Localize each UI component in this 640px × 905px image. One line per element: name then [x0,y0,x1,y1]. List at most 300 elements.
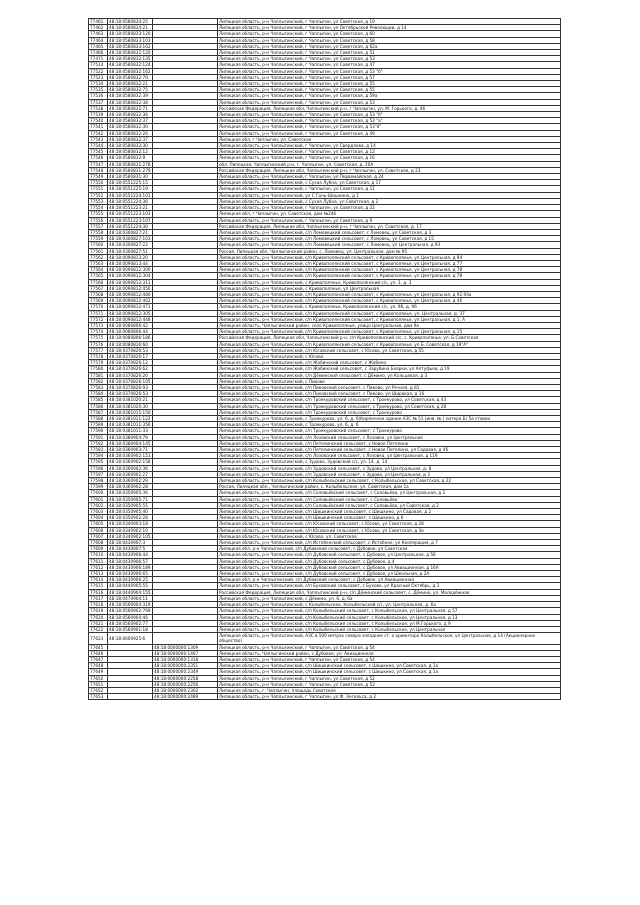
row-number-cell: 77554 [89,205,108,211]
address-cell: Липецкая область, р-н Чаплыгинский, г Чаплыгин, ул Ф. Энгельса, д 2 [218,694,561,700]
row-number-cell: 77648 [89,663,108,669]
row-number-cell: 77535 [89,87,108,93]
cadastral-number-cell: 48:18:0440904:155 [109,589,151,595]
row-number-cell: 77537 [89,99,108,105]
address-cell: Липецкая обл, г Чаплыгин, ул. Советская, дом №24б [218,211,561,217]
address-cell: Российская Федерация, Липецкая обл, Чаплыгинский р-н, г Чаплыгин, ул. Советская, д. 17 [218,223,561,229]
cadastral-number-cell [108,694,153,700]
cadastral-number-cell: 48:18:0551224:101 [109,192,151,198]
address-cell: обл. Липецкая, Чаплыгинский р-н, г. Чаплыгин, ул. Советская, д. 20А [218,161,561,167]
cadastral-number-cell: 48:18:0381020:30 [108,403,153,409]
row-number-cell: 77653 [89,694,108,700]
address-cell: Липецкая обл, р-н Чаплыгинский, с/п Дубовский сельсовет, с Дубовое, ул Авиационная [218,577,561,583]
row-number-cell: 77546 [89,155,108,161]
address-cell: Липецкая область, р-н Чаплыгинский, г Чаплыгин, ул Советская, д 62а [218,43,561,49]
address-cell: Липецкая область, р-н Чаплыгинский, г Чаплыгин, ул Советская, д 53"4" [218,124,561,130]
address-cell: Липецкая область, р-н Чаплыгинский, с/п Зудовский сельсовет, с Зудово, ул Центральная, д. 8 [218,465,561,471]
row-number-cell: 77522 [89,68,108,74]
address-cell: Липецкая область, р-н Чаплыгинский, с/п Зудовский сельсовет, с Зудово, ул Центральная, д 3 [218,471,561,477]
address-cell: Липецкая область, р-н Чаплыгинский, с/п Колыбельский сельсовет, с Колыбельское, ул Советская, д 22 [218,478,561,484]
row-number-cell: 77461 [89,19,108,25]
address-cell: Липецкая область, р-н Чаплыгинский, с/п Ломовецкий сельсовет, с Ломовец, ул Советская, д 3 [218,229,561,235]
row-number-cell: 77591 [89,434,108,440]
row-number-cell: 77561 [89,248,108,254]
row-number-cell: 77645 [89,644,108,650]
row-number-cell: 77586 [89,403,108,409]
row-number-cell: 77599 [89,484,108,490]
cadastral-number-cell: 48:18:0300827:51 [108,248,153,254]
cadastral-number-cell: 48:18:0381020:21 [108,397,153,403]
cadastral-number-cell: 48:18:0580834:25 [108,19,153,25]
cadastral-number-cell: 48:18:0090812:448 [109,316,151,322]
cadastral-number-cell: 48:18:0360902:151 [109,453,151,459]
address-cell: Липецкая область, р-н Чаплыгинский, г Чаплыгин, ул Советская, д 53 [218,99,561,105]
cadastral-number-cell: 48:18:0580832:21 [108,81,153,87]
cadastral-number-cell: 48:18:0430906:65 [108,571,153,577]
row-number-cell: 77587 [89,409,108,415]
cadastral-number-cell: 48:18:0551224:36 [108,198,153,204]
cadastral-number-cell: 48:18:0560902:77 [108,620,153,626]
cadastral-number-cell: 48:18:0370826:62 [108,366,153,372]
row-number-cell: 77574 [89,329,108,335]
row-number-cell: 77541 [89,124,108,130]
address-cell: Липецкая область, р-н Чаплыгинский, с/п Кривополянский сельсовет, с Кривополянье, ул Центральная, д 46 [218,298,561,304]
address-cell: Липецкая область, р-н Чаплыгинский, с/п Петелинский сельсовет, с Новое Петелино [218,440,561,446]
cadastral-number-cell: 48:18:0300827:21 [108,229,153,235]
row-number-cell: 77464 [89,37,108,43]
row-number-cell: 77571 [89,310,108,316]
address-cell: Липецкая область, р-н Чаплыгинский, с/п Дубовский сельсовет, с Дубовое, д 4 [218,558,561,564]
address-cell: Липецкая обл, р-н Чаплыгинский, с/п Дубовский сельсовет, с Дубовое, ул Советская [218,546,561,552]
row-number-cell: 77575 [89,335,108,341]
row-number-cell: 77617 [89,595,108,601]
cadastral-number-cell: 48:18:0370826:17 [108,353,153,359]
cadastral-number-cell: 48:18:0380904:145 [109,440,151,446]
cadastral-number-cell: 48:18:0080806:186 [109,335,151,341]
address-cell: Липецкая область, р-н Чаплыгинский, с Кривополянье, Кривополянский с/с, ул. 3, д. 3 [218,279,561,285]
row-number-cell: 77583 [89,384,108,390]
address-cell: Липецкая область, р-н Чаплыгинский, г Чаплыгин, ул Советская, д 52 [218,675,561,681]
cadastral-number-cell: 48:18:0350905:71 [108,496,153,502]
cadastral-number-cell: 48:18:0080806:42 [108,322,153,328]
cadastral-number-cell: 48:18:0090812:300 [109,267,151,273]
cadastral-number-cell: 48:18:0430907:3 [108,540,153,546]
address-cell: Липецкая область, Чаплыгинский район, с Дубовое, ул. Авиационная [218,650,561,656]
row-number-cell: 77566 [89,279,108,285]
cadastral-number-cell: 48:18:0580831:278 [109,161,151,167]
cadastral-number-cell: 48:18:0370826:93 [108,384,153,390]
row-number-cell: 77547 [89,161,108,167]
row-number-cell: 77609 [89,546,108,552]
address-cell: Липецкая область, р-н Чаплыгинский, с Кривополянье, Кривополянский с/с, ул. 96, д. 96 [218,304,561,310]
address-cell: Российская Федерация, Липецкая обл, Чаплыгинский р-н, с/п Кривополянский с/с, с. Кривополянье, ул. Б.Советская [218,335,561,341]
row-number-cell: 77551 [89,186,108,192]
cadastral-number-cell: 48:18:0580833:120 [109,31,151,37]
cadastral-number-cell: 48:18:0340902:10 [108,527,153,533]
row-number-cell: 77598 [89,478,108,484]
address-cell: Липецкая область, р-н Чаплыгинский, с/п Кривополянский сельсовет, с Кривополянье, ул Центральная, д 92.93а [218,291,561,297]
address-cell: Липецкая область, р-н Чаплыгинский, ул С Гонь-Шишкино, д 1 [218,192,561,198]
row-number-cell: 77563 [89,260,108,266]
row-number-cell: 77649 [89,669,108,675]
cadastral-number-cell: 48:18:0090812:450 [109,285,151,291]
row-number-cell: 77601 [89,496,108,502]
cadastral-number-alt-cell: 48:18:0000000:1467 [153,650,218,656]
address-cell: Липецкая область, р-н Чаплыгинский, с Пиково [218,378,561,384]
row-number-cell: 77568 [89,291,108,297]
row-number-cell: 77471 [89,56,108,62]
cadastral-number-cell: 48:18:0381011:33 [108,428,153,434]
address-cell: Липецкая область, р-н Чаплыгинский, с/п Кривополянский сельсовет, с Кривополянье, ул. Центральная, д. 37 [218,310,561,316]
row-number-cell: 77536 [89,93,108,99]
row-number-cell: 77565 [89,273,108,279]
cadastral-number-cell: 48:18:0600925:6 [108,633,153,644]
cadastral-number-cell: 48:18:0360902:36 [108,465,153,471]
cadastral-number-cell: 48:18:0580832:37 [108,118,153,124]
address-cell: Липецкая область, р-н Чаплыгинский, с/п Дёминский сельсовет, с Дёмино, ул Кольцевая, д 3 [218,372,561,378]
address-cell: Липецкая область, р-н Чаплыгинский, с/п Кривополянский сельсовет, с Кривополянье, ул Центральная, д 78 [218,273,561,279]
row-number-cell: 77647 [89,656,108,662]
address-cell: Липецкая область, р-н Чаплыгинский, с/п Петелинский сельсовет, с Новое Петелино, ул Садовая, д 46 [218,447,561,453]
address-cell: Липецкая область, р-н Чаплыгинский, г Чаплыгин, ул Советская, д 55 [218,87,561,93]
cadastral-number-cell: 48:18:0440905:55 [108,583,153,589]
address-cell: Липецкая область, р-н Чаплыгинский, с/п Колыбельский сельсовет, с Колыбельское, ул Центральная, д 57 [218,608,561,614]
cadastral-number-cell: 48:18:0580834:21 [108,25,153,31]
row-number-cell: 77549 [89,174,108,180]
row-number-cell: 77567 [89,285,108,291]
address-cell: Липецкая область, р-н Чаплыгинский, с Колыбельское, Колыбельский с/с, ул. Центральная, д. 6а [218,602,561,608]
address-cell: Липецкая область, р-н Чаплыгинский, г Чаплыгин, ул Советская, д 53 "б" [218,68,561,74]
address-cell: Липецкая область, р-н Чаплыгинский, г Чаплыгин, ул Советская, д 60 [218,31,561,37]
row-number-cell: 77618 [89,602,108,608]
address-cell: Липецкая область, р-н Чаплыгинский, с/п Троекуровский сельсовет, с Троекурово [218,409,561,415]
row-number-cell: 77465 [89,43,108,49]
cadastral-number-cell: 48:18:0360902:28 [108,484,153,490]
row-number-cell: 77540 [89,118,108,124]
address-cell: Липецкая область, г. Чаплыгин, площадь Советская [218,687,561,693]
cadastral-number-cell: 48:18:0090812:304 [109,273,151,279]
row-number-cell: 77593 [89,447,108,453]
address-cell: Липецкая область, р-н Чаплыгинский, с/п Кривополянский сельсовет, с Кривополянье, ул Центральная, д 78 [218,267,561,273]
row-number-cell: 77534 [89,81,108,87]
cadastral-number-cell: 48:18:0381015:150 [109,409,151,415]
address-cell: Россия, Липецкая обл., Чаплыгинский район, с. Колыбельское, ул. Советская, дом 1а [218,484,561,490]
row-number-cell: 77539 [89,112,108,118]
row-number-cell: 77579 [89,360,108,366]
row-number-cell: 77582 [89,378,108,384]
row-number-cell: 77552 [89,192,108,198]
row-number-cell: 77576 [89,341,108,347]
cadastral-number-cell: 48:18:0360902:29 [108,478,153,484]
row-number-cell: 77584 [89,391,108,397]
address-cell: Липецкая область, р-н Чаплыгинский, г Чаплыгин, ул Советская, д 22 [218,205,561,211]
address-cell: Липецкая область, р-н Чаплыгинский, с/п Соловьёвский сельсовет, с Соловьёво [218,496,561,502]
address-cell: Россия, Липецкая обл, Чаплыгинский район, с. Ломовец, ул. Центральная, дом № 95 [218,248,561,254]
cadastral-number-cell: 48:18:0430906:57 [108,558,153,564]
address-cell: Липецкая область, р-н Чаплыгинский, с/п Юсовский сельсовет, с Юсово, ул Советская, д 28 [218,521,561,527]
cadastral-number-cell: 48:18:0090813:44 [108,260,153,266]
cadastral-number-cell: 48:18:0580831:30 [108,174,153,180]
cadastral-number-cell: 48:18:0551223:103 [109,211,151,217]
cadastral-number-cell: 48:18:0551225:15 [108,180,153,186]
address-cell: Липецкая область, р-н Чаплыгинский, с/п Соловьёвский сельсовет, с Соловьёво, ул Советская, д 2 [218,502,561,508]
cadastral-number-cell: 48:18:0580832:37 [108,136,153,142]
address-cell: Липецкая область, р-н Чаплыгинский, с Троекурово, ул. 6, д. 6 [218,422,561,428]
row-number-cell: 77578 [89,353,108,359]
address-cell: Липецкая область, р-н Чаплыгинский, с/п Юсовский сельсовет, с Юсово, ул Советская, д 3а [218,527,561,533]
address-cell: Российская Федерация, Липецкая обл, Чаплыгинский р-н, г Чаплыгин, ул. М. Горького, д. 46 [218,105,561,111]
address-cell: Липецкая область, р-н Чаплыгинский, г Чаплыгин, ул Советская, д 53 [218,56,561,62]
address-cell: Липецкая область, р-н Чаплыгинский, с/п Дубовский сельсовет, с Дубовое, ул Авиационная, д 16А [218,564,561,570]
row-number-cell: 77615 [89,583,108,589]
row-number-cell: 77557 [89,223,108,229]
cadastral-number-cell: 48:18:0580832:135 [109,56,151,62]
row-number-cell: 77650 [89,675,108,681]
cadastral-number-cell: 48:18:0580832:71 [108,105,153,111]
row-number-cell: 77462 [89,25,108,31]
address-cell: Липецкая обл, г Чаплыгин, ул. Советская [218,136,561,142]
row-number-cell: 77611 [89,558,108,564]
cadastral-number-cell: 48:18:0580833:162 [109,43,151,49]
table-row [89,694,561,700]
row-number-cell: 77572 [89,316,108,322]
row-number-cell: 77613 [89,571,108,577]
cadastral-number-cell: 48:18:0340903:18 [108,521,153,527]
row-number-cell: 77545 [89,149,108,155]
row-number-cell: 77569 [89,298,108,304]
cadastral-number-alt-cell: 48:18:0000000:2489 [153,694,218,700]
address-cell: Липецкая область, р-н Чаплыгинский, с/п Шишкинский сельсовет, с Шишкино, ул Советская, д 1а [218,663,561,669]
cadastral-number-cell: 48:18:0551225:19 [108,186,153,192]
address-cell: Липецкая область, р-н Чаплыгинский, с/п Соловьёвский сельсовет, с Соловьёво, ул Центральная, д 2 [218,490,561,496]
cadastral-number-cell: 48:18:0350902:28 [108,515,153,521]
row-number-cell: 77607 [89,533,108,539]
address-cell: Липецкая область, р-н Чаплыгинский, г Чаплыгин, ул Советская, д 51 [218,50,561,56]
cadastral-number-cell: 48:18:0380904:79 [108,434,153,440]
cadastral-number-cell: 48:18:0580832:26 [108,130,153,136]
row-number-cell: 77556 [89,217,108,223]
cadastral-number-cell: 48:18:0551224:30 [108,223,153,229]
address-cell: Липецкая область, р-н Чаплыгинский, с/п Кривополянский сельсовет, с Кривополянье, ул Центральная, д 94 [218,254,561,260]
cadastral-number-cell: 48:18:0340902:105 [109,533,151,539]
address-cell: Липецкая область, р-н Чаплыгинский, г Чаплыгин, ул Советская, д 47 [218,62,561,68]
registry-sheet [88,18,548,700]
address-cell: Липецкая область, р-н Чаплыгинский, г Чаплыгин, ул Октябрьской Революции, д 14 [218,25,561,31]
cadastral-number-cell: 48:18:0370826:12 [108,360,153,366]
cadastral-number-cell: 48:18:0580832:124 [109,62,151,68]
address-cell: Липецкая область, р-н Чаплыгинский, г Чаплыгин, ул Советская, д 9 [218,217,561,223]
address-cell: Липецкая область, р-н Чаплыгинский, г Чаплыгин, ул Советская, д 53 "б" [218,112,561,118]
cadastral-number-cell: 48:18:0370826:105 [109,378,151,384]
row-number-cell: 77589 [89,422,108,428]
address-cell: Российская Федерация, Липецкая обл, Чаплыгинский р-н, с/п Дёминский сельсовет, с. Дёмино, ул. Молодёжная [218,589,561,595]
cadastral-number-cell: 48:18:0560902:769 [109,608,151,614]
row-number-cell: 77559 [89,236,108,242]
address-cell: Липецкая область, р-н Чаплыгинский, с/п Буховский сельсовет, с Бухово, ул Красный Октябрь, д 1 [218,583,561,589]
address-cell: Липецкая область, р-н Чаплыгинский, г Чаплыгин, ул Советская, д 53 [218,681,561,687]
row-number-cell: 77466 [89,50,108,56]
address-cell: Липецкая область, р-н Чаплыгинский, с/п Колыбельский сельсовет, с Колыбельское, ул Центральная, д 13 [218,614,561,620]
cadastral-number-cell: 48:18:0430906:189 [109,564,151,570]
address-cell: Липецкая область, р-н Чаплыгинский, с/п Троекуровский сельсовет, с Троекурово, ул Советская, д 28 [218,403,561,409]
row-number-cell: 77595 [89,459,108,465]
row-number-cell: 77573 [89,322,108,328]
row-number-cell: 77600 [89,490,108,496]
address-cell: Липецкая область, р-н Чаплыгинский, г Чаплыгин, ул Первомайская, д 24 [218,174,561,180]
address-cell: Липецкая область, р-н Чаплыгинский, г Чаплыгин, ул Советская, д 57 [218,74,561,80]
cadastral-number-cell: 48:18:0350905:55 [108,502,153,508]
cadastral-number-cell: 48:18:0580832:75 [108,87,153,93]
cadastral-number-cell: 48:18:0300827:103 [109,236,151,242]
cadastral-number-cell: 48:18:0090812:462 [109,298,151,304]
row-number-cell: 77564 [89,267,108,273]
cadastral-number-cell: 48:18:0580832:39 [108,93,153,99]
address-cell: Липецкая область, р-н Чаплыгинский, г Чаплыгин, ул Советская, д 19 [218,19,561,25]
address-cell: Липецкая область, р-н Чаплыгинский, с/п Ломовецкий сельсовет, с Ломовец, ул Центральная, д 93 [218,242,561,248]
row-number-cell: 77594 [89,453,108,459]
address-cell: Липецкая область, р-н Чаплыгинский, с/п Лозовский сельсовет, с Лозовка, ул Центральная [218,434,561,440]
cadastral-number-cell: 48:18:0430907:5 [108,546,153,552]
row-number-cell: 77550 [89,180,108,186]
row-number-cell: 77614 [89,577,108,583]
address-cell: Липецкая область, р-н Чаплыгинский, г Чаплыгин, ул Советская, д 54 [218,656,561,662]
row-number-cell: 77608 [89,540,108,546]
address-cell: Липецкая область, р-н Чаплыгинский, с/п Пиковский сельсовет, с Пиково, ул Речная, д 81 [218,384,561,390]
address-cell: Липецкая область, р-н Чаплыгинский, с/п Кривополянский сельсовет, с Кривополянье, ул Центральная, д 15 [218,329,561,335]
address-cell: Липецкая область, р-н Чаплыгинский, с Кривополянье, ул Центральная [218,285,561,291]
row-number-cell: 77612 [89,564,108,570]
cadastral-number-cell: 48:18:0350905:40 [108,509,153,515]
cadastral-number-cell: 48:18:0090813:20 [108,254,153,260]
row-number-cell: 77597 [89,471,108,477]
cadastral-number-cell: 48:18:0580831:279 [109,167,151,173]
cadastral-number-cell: 48:18:0580832:70 [108,74,153,80]
row-number-cell: 77604 [89,515,108,521]
row-number-cell: 77581 [89,372,108,378]
address-cell: Липецкая область, р-н Чаплыгинский, с Сухая Лубна, ул Советская, д 17 [218,180,561,186]
row-number-cell: 77619 [89,608,108,614]
table-row [89,633,561,644]
cadastral-number-cell: 48:18:0580832:38 [108,99,153,105]
row-number-cell: 77602 [89,502,108,508]
row-number-cell: 77514 [89,62,108,68]
registry-rows [89,19,561,700]
row-number-cell: 77570 [89,304,108,310]
address-cell: Липецкая область, р-н Чаплыгинский, с/п Жабинский сельсовет, с Зарубина Боярки, ул Алтуфьев, д 19 [218,366,561,372]
cadastral-number-cell: 48:18:0300827:22 [108,242,153,248]
row-number-cell: 77610 [89,552,108,558]
address-cell: Липецкая область, р-н Чаплыгинский, с Юсово [218,353,561,359]
cadastral-number-cell: 48:18:0470904:11 [108,595,153,601]
address-cell: Липецкая область, р-н Чаплыгинский, с/п Шишкинский сельсовет, с Шишкино, ул Советская, д 1а [218,669,561,675]
row-number-cell: 77523 [89,74,108,80]
cadastral-number-cell: 48:18:0370826:53 [108,347,153,353]
address-cell: Липецкая область, р-н Чаплыгинский, с/п Кривополянский сельсовет, с Кривополянье, ул Центральная, д 1, А [218,316,561,322]
row-number-cell: 77623 [89,633,108,644]
cadastral-number-cell: 48:18:0580832:30 [108,143,153,149]
cadastral-number-cell: 48:18:0360902:158 [109,459,151,465]
cadastral-number-cell: 48:18:0580833:103 [109,37,151,43]
address-cell: Липецкая область, р-н Чаплыгинский, г Чаплыгин, ул Советская, д 49 [218,130,561,136]
address-cell: Липецкая область, р-н Чаплыгинский, г Чаплыгин, ул Советская, д 54 [218,644,561,650]
registry-table [88,18,561,700]
address-cell: Липецкая область, р-н Чаплыгинский, с/п Жабинский сельсовет, с Жабино [218,360,561,366]
row-number-cell: 77538 [89,105,108,111]
address-cell: Липецкая область, р-н Чаплыгинский, с/п Истобенский сельсовет, с Истобное, ул Кооперация, д 7 [218,540,561,546]
row-number-cell: 77562 [89,254,108,260]
cadastral-number-cell: 48:18:0080806:44 [108,329,153,335]
address-cell: Липецкая область, р-н Чаплыгинский, с/п Дубовский сельсовет, с Дубовое, ул Школьная, д 2А [218,571,561,577]
cadastral-number-cell: 48:18:0090812:471 [109,304,151,310]
address-cell: Липецкая область, р-н Чаплыгинский, г Чаплыгин, ул Советская, д 58 [218,37,561,43]
row-number-cell: 77585 [89,397,108,403]
cadastral-number-cell: 48:18:0560901:18 [108,626,153,632]
row-number-cell: 77543 [89,136,108,142]
row-number-cell: 77616 [89,589,108,595]
address-cell: Липецкая область, р-н Чаплыгинский, г Чаплыгин, ул Свердлова, д 14 [218,143,561,149]
row-number-cell: 77603 [89,509,108,515]
row-number-cell: 77548 [89,167,108,173]
address-cell: Липецкая область, р-н Чаплыгинский, с Троекурово, ул. 6, д. 6(Кирпичное здание АЗС № 51 (инв. № ) литера Б) 5а ставки [218,416,561,422]
cadastral-number-cell: 48:18:0381011:356 [109,422,151,428]
row-number-cell: 77651 [89,681,108,687]
row-number-cell: 77606 [89,527,108,533]
cadastral-number-cell: 48:18:0090812:305 [109,310,151,316]
row-number-cell: 77577 [89,347,108,353]
row-number-cell: 77558 [89,229,108,235]
address-cell: Липецкая область, р-н Чаплыгинский, с/п Шишкинский сельсовет, с Шишкино, ул Садовая, д 2 [218,509,561,515]
row-number-cell: 77620 [89,614,108,620]
cadastral-number-cell: 48:18:0080816:60 [108,341,153,347]
address-cell: Липецкая область, р-н Чаплыгинский, с/п Дубовский сельсовет, с Дубовое, ул Центральная, д 56 [218,552,561,558]
address-cell: Липецкая область, р-н Чаплыгинский, с Юсово, ул. Советская [218,533,561,539]
row-number-cell: 77588 [89,416,108,422]
address-cell: Липецкая область, р-н Чаплыгинский, с Дёмино, ул. 6, д. 6а [218,595,561,601]
cadastral-number-cell: 48:18:0370826:53 [108,391,153,397]
cadastral-number-cell: 48:18:0580832:9 [108,155,153,161]
row-number-cell: 77652 [89,687,108,693]
cadastral-number-cell: 48:18:0360903:71 [108,447,153,453]
address-cell: Липецкая область, р-н Чаплыгинский, с/п Пиковский сельсовет, с Пиково, ул Широкая, д 16 [218,391,561,397]
cadastral-number-alt-cell: 48:18:0000000:2258 [153,675,218,681]
address-cell: Липецкая область, р-н Чаплыгинский, с/п Колыбельский сельсовет, с Колыбельское, ул М.Горького, д 9 [218,620,561,626]
row-number-cell: 77555 [89,211,108,217]
cadastral-number-cell: 48:18:0580832:30 [108,124,153,130]
cadastral-number-cell: 48:18:0090812:311 [109,279,151,285]
row-number-cell: 77544 [89,143,108,149]
row-number-cell: 77560 [89,242,108,248]
cadastral-number-cell: 48:18:0551223:21 [108,205,153,211]
address-cell: Липецкая область, р-н Чаплыгинский, г Чаплыгин, ул Советская, д 55 [218,81,561,87]
cadastral-number-cell: 48:18:0381011:122 [109,416,151,421]
address-cell: Липецкая область, р-н Чаплыгинский, с/п Троекуровский сельсовет, с Троекурово, ул Советская, д 43 [218,397,561,403]
cadastral-number-alt-cell: 48:18:0000000:2351 [153,663,218,669]
cadastral-number-cell: 48:18:0090812:480 [109,291,151,297]
row-number-cell: 77592 [89,440,108,446]
row-number-cell: 77553 [89,198,108,204]
address-cell: Липецкая область, р-н Чаплыгинский, с/п Ломовецкий сельсовет, с Ломовец, ул Советская, д 15 [218,236,561,242]
cadastral-number-alt-cell: 48:18:0000000:1309 [153,644,218,650]
row-number-cell: 77580 [89,366,108,372]
row-number-cell: 77596 [89,465,108,471]
address-cell: Липецкая область, р-н Чаплыгинский, с/п Кривополянский сельсовет, с Кривополянье, ул Б. Советская, д 19"А" [218,341,561,347]
cadastral-number-cell: 48:18:0580832:162 [109,68,151,74]
cadastral-number-cell: 48:18:0350905:36 [108,490,153,496]
cadastral-number-cell: 48:18:0551223:107 [109,217,151,223]
cadastral-number-cell: 48:18:0370826:20 [108,372,153,378]
address-cell: Липецкая область, р-н Чаплыгинский, г Чаплыгин, ул Советская, д 12 [218,149,561,155]
address-cell: Липецкая область, р-н Чаплыгинский, г Чаплыгин, ул Советская, д 53 "а" [218,118,561,124]
